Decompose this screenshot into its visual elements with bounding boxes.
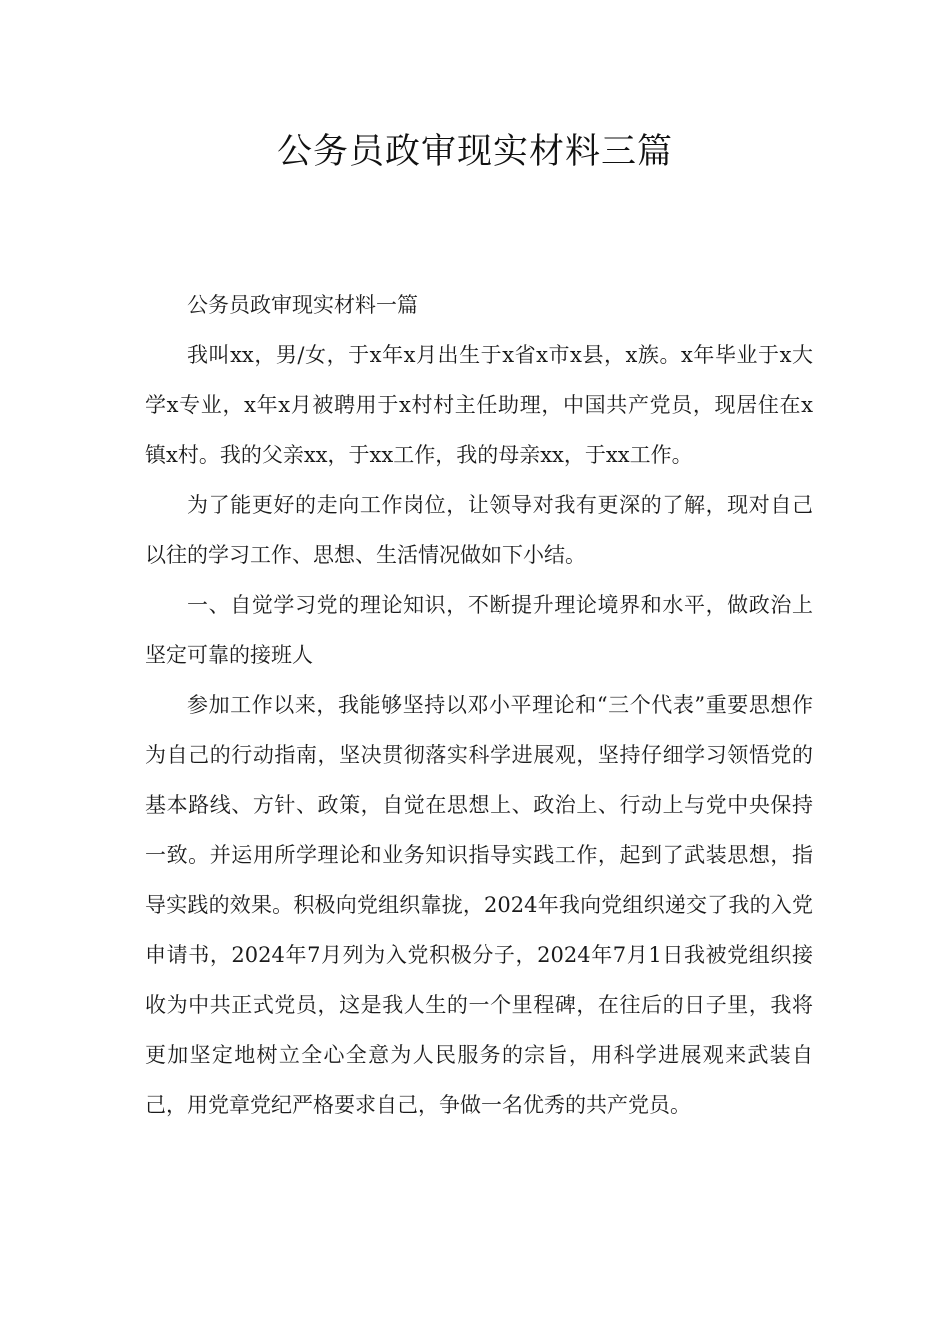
section-heading-study: 一、自觉学习党的理论知识，不断提升理论境界和水平，做政治上坚定可靠的接班人 bbox=[145, 593, 813, 667]
paragraph-introduction: 为了能更好的走向工作岗位，让领导对我有更深的了解，现对自己以往的学习工作、思想、生活情况做如下小结。 bbox=[145, 493, 813, 567]
paragraph-work-summary: 参加工作以来，我能够坚持以邓小平理论和“三个代表”重要思想作为自己的行动指南，坚决贯彻落实科学进展观，坚持仔细学习领悟党的基本路线、方针、政策，自觉在思想上、政治上、行动上与党中央保持一致。并运用所学理论和业务知识指导实践工作，起到了武装思想，指导实践的效果。积极向党组织靠拢，2024年我向党组织递交了我的入党申请书，2024年7月列为入党积极分子，2024年7月1日我被党组织接收为中共正式党员，这是我人生的一个里程碑，在往后的日子里，我将更加坚定地树立全心全意为人民服务的宗旨，用科学进展观来武装自己，用党章党纪严格要求自己，争做一名优秀的共产党员。 bbox=[145, 693, 813, 1117]
paragraph-personal-info: 我叫xx，男/女，于x年x月出生于x省x市x县，x族。x年毕业于x大学x专业，x年x月被聘用于x村村主任助理，中国共产党员，现居住在x镇x村。我的父亲xx，于xx工作，我的母亲xx，于xx工作。 bbox=[145, 343, 813, 467]
document-title: 公务员政审现实材料三篇 bbox=[276, 132, 673, 172]
document-body bbox=[145, 280, 813, 1130]
section-heading-one: 公务员政审现实材料一篇 bbox=[187, 293, 418, 317]
